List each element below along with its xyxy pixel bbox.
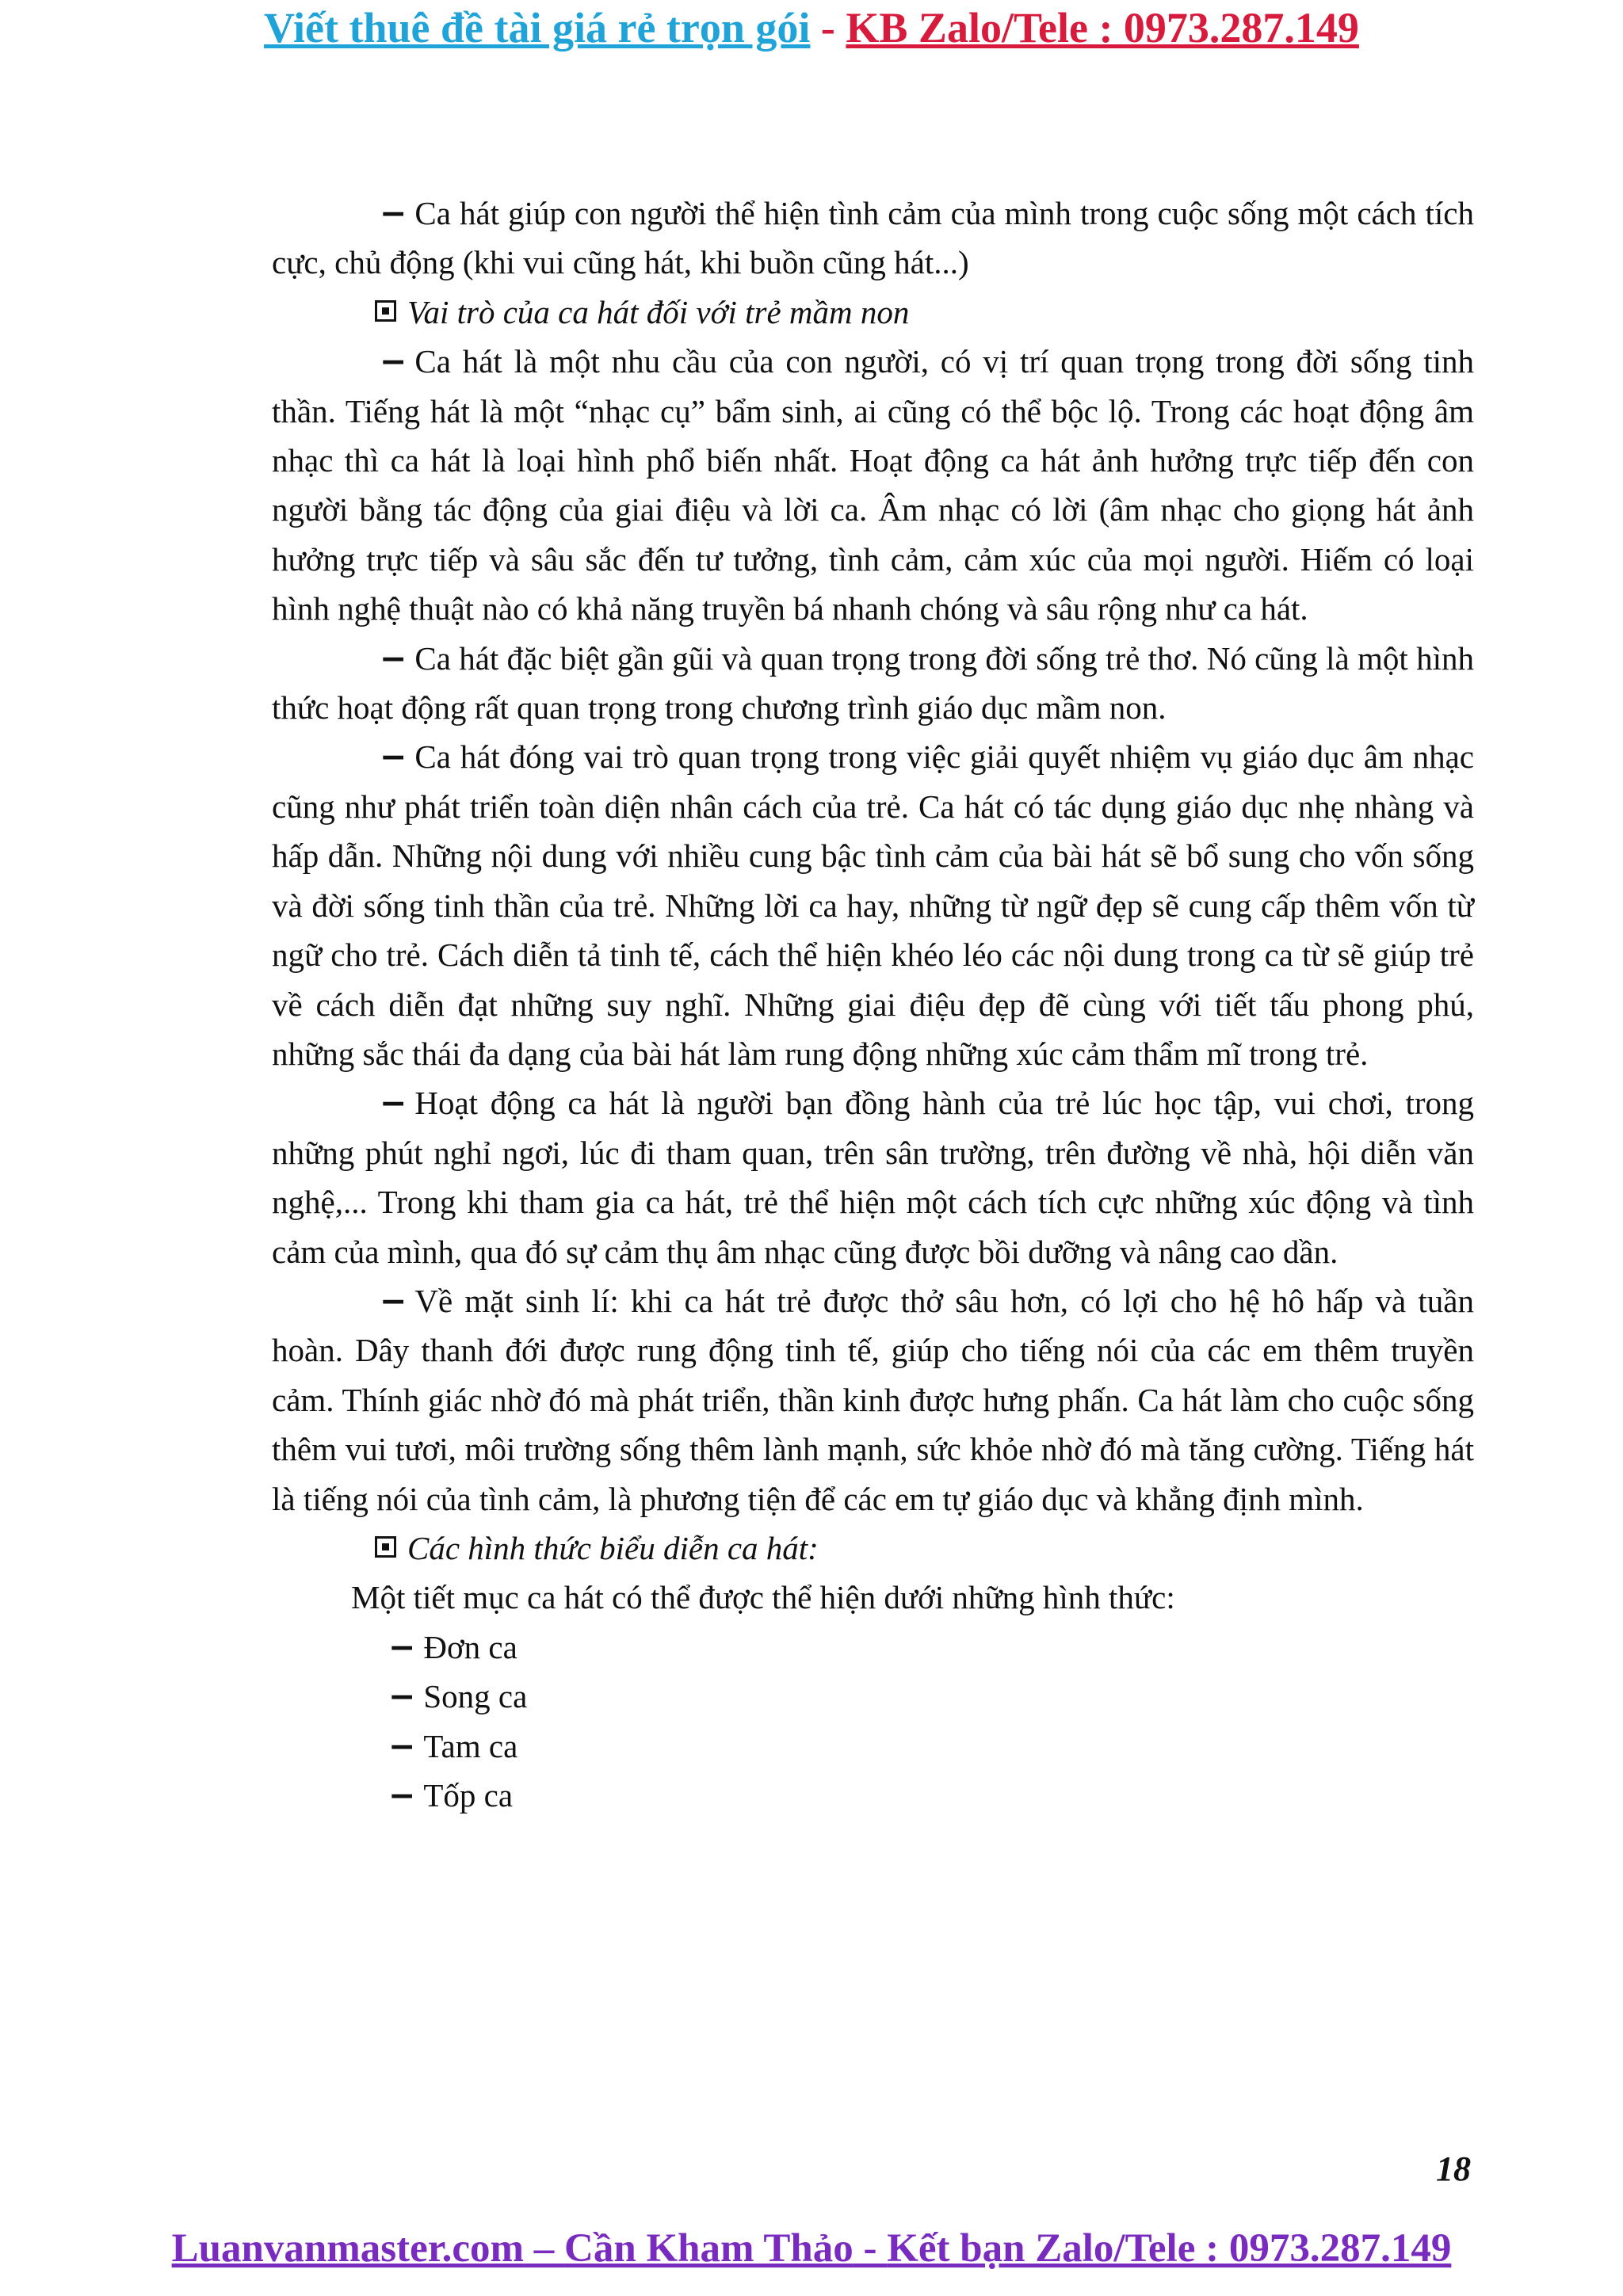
document-body (272, 189, 1474, 1820)
header-contact-link[interactable]: KB Zalo/Tele : 0973.287.149 (846, 4, 1359, 51)
paragraph-4 (272, 732, 1474, 1078)
paragraph-1-text: Ca hát giúp con người thể hiện tình cảm của mình trong cuộc sống một cách tích cực, chủ động (khi vui cũng hát, khi buồn cũng hát...) (272, 195, 1474, 281)
dash-bullet: − (380, 194, 407, 232)
dash-bullet: − (388, 1776, 416, 1814)
paragraph-1 (272, 189, 1474, 288)
section-heading-forms (272, 1524, 1474, 1573)
paragraph-2-text: Ca hát là một nhu cầu của con người, có vị trí quan trọng trong đời sống tinh thần. Tiếng hát là một “nhạc cụ” bẩm sinh, ai cũng có thể bộc lộ. Trong các hoạt động âm nhạc thì ca hát là loại hình phổ biến nhất. Hoạt động ca hát ảnh hưởng trực tiếp đến con người bằng tác động của giai điệu và lời ca. Âm nhạc có lời (âm nhạc cho giọng hát ảnh hưởng trực tiếp và sâu sắc đến tư tưởng, tình cảm, cảm xúc của mọi người. Hiếm có loại hình nghệ thuật nào có khả năng truyền bá nhanh chóng và sâu rộng như ca hát. (272, 343, 1474, 627)
page-number: 18 (1436, 2149, 1471, 2188)
boxed-square-icon (375, 1536, 396, 1558)
paragraph-6-text: Về mặt sinh lí: khi ca hát trẻ được thở sâu hơn, có lợi cho hệ hô hấp và tuần hoàn. Dây thanh đới được rung động tinh tế, giúp cho tiếng nói của các em thêm truyền cảm. Thính giác nhờ đó mà phát triển, thần kinh được hưng phấn. Ca hát làm cho cuộc sống thêm vui tươi, môi trường sống thêm lành mạnh, sức khỏe nhờ đó mà tăng cường. Tiếng hát là tiếng nói của tình cảm, là phương tiện để các em tự giáo dục và khẳng định mình. (272, 1282, 1474, 1517)
header-separator: - (810, 4, 846, 51)
section-heading-role (272, 288, 1474, 337)
list-item (272, 1722, 1474, 1771)
section-heading-forms-text: Các hình thức biểu diễn ca hát: (407, 1529, 819, 1566)
list-item-text: Song ca (423, 1678, 528, 1715)
dash-bullet: − (388, 1726, 416, 1765)
dash-bullet: − (380, 1084, 407, 1123)
footer-separator: - (853, 2226, 888, 2271)
paragraph-7: Một tiết mục ca hát có thể được thể hiện dưới những hình thức: (351, 1579, 1175, 1616)
list-item (272, 1771, 1474, 1820)
header-service-link[interactable]: Viết thuê đề tài giá rẻ trọn gói (264, 4, 811, 51)
header-banner (0, 2, 1623, 54)
footer-banner (0, 2223, 1623, 2274)
footer-dash: – (524, 2226, 565, 2271)
dash-bullet: − (388, 1677, 416, 1716)
paragraph-3-text: Ca hát đặc biệt gần gũi và quan trọng trong đời sống trẻ thơ. Nó cũng là một hình thức hoạt động rất quan trọng trong chương trình giáo dục mầm non. (272, 639, 1474, 727)
paragraph-2 (272, 337, 1474, 633)
footer-name-link[interactable]: Cần Kham Thảo (564, 2226, 854, 2271)
dash-bullet: − (380, 342, 407, 381)
list-item-text: Tốp ca (423, 1777, 514, 1814)
paragraph-5-text: Hoạt động ca hát là người bạn đồng hành của trẻ lúc học tập, vui chơi, trong những phút nghỉ ngơi, lúc đi tham quan, trên sân trường, trên đường về nhà, hội diễn văn nghệ,... Trong khi tham gia ca hát, trẻ thể hiện một cách tích cực những xúc động và tình cảm của mình, qua đó sự cảm thụ âm nhạc cũng được bồi dưỡng và nâng cao dần. (272, 1085, 1474, 1270)
paragraph-4-text: Ca hát đóng vai trò quan trọng trong việc giải quyết nhiệm vụ giáo dục âm nhạc cũng như phát triển toàn diện nhân cách của trẻ. Ca hát có tác dụng giáo dục nhẹ nhàng và hấp dẫn. Những nội dung với nhiều cung bậc tình cảm của bài hát sẽ bổ sung cho vốn sống và đời sống tinh thần của trẻ. Những lời ca hay, những từ ngữ đẹp sẽ cung cấp thêm vốn từ ngữ cho trẻ. Cách diễn tả tinh tế, cách thể hiện khéo léo các nội dung trong ca từ sẽ giúp trẻ về cách diễn đạt những suy nghĩ. Những giai điệu đẹp đẽ cùng với tiết tấu phong phú, những sắc thái đa dạng của bài hát làm rung động những xúc cảm thẩm mĩ trong trẻ. (272, 738, 1474, 1072)
list-item (272, 1672, 1474, 1721)
list-item-text: Đơn ca (423, 1628, 517, 1665)
dash-bullet: − (388, 1627, 416, 1666)
list-item (272, 1623, 1474, 1672)
footer-site-link[interactable]: Luanvanmaster.com (171, 2226, 525, 2271)
boxed-square-icon (375, 300, 396, 322)
dash-bullet: − (380, 738, 407, 776)
paragraph-5 (272, 1078, 1474, 1276)
paragraph-3 (272, 634, 1474, 733)
section-heading-role-text: Vai trò của ca hát đối với trẻ mầm non (407, 293, 910, 330)
dash-bullet: − (380, 639, 407, 677)
dash-bullet: − (380, 1281, 407, 1320)
footer-contact-link[interactable]: Kết bạn Zalo/Tele : 0973.287.149 (887, 2226, 1452, 2271)
paragraph-6 (272, 1276, 1474, 1524)
list-item-text: Tam ca (423, 1727, 518, 1764)
